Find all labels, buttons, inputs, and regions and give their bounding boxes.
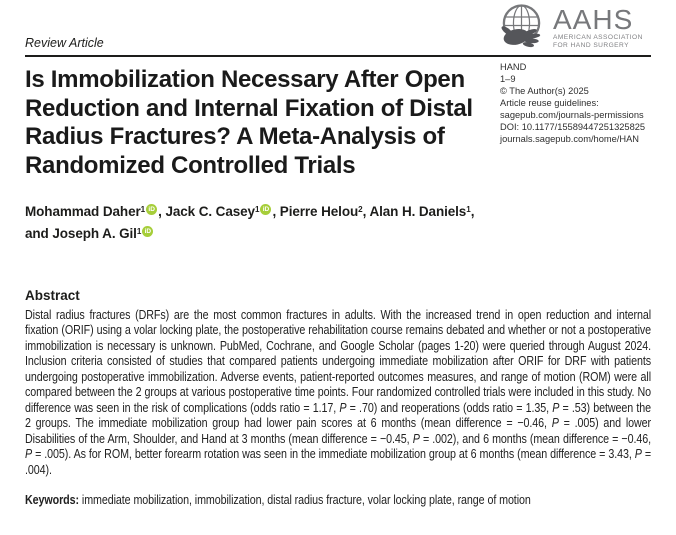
publisher-logo — [497, 2, 643, 52]
text-segment: , — [470, 204, 475, 219]
text-line: © The Author(s) 2025 — [500, 86, 589, 96]
text-segment: P — [25, 446, 33, 462]
text-segment: Mohammad Daher — [25, 204, 141, 219]
author-affiliation-superscript: 1 — [140, 205, 146, 215]
orcid-icon[interactable]: iD — [146, 204, 157, 215]
publisher-name: AMERICAN ASSOCIATION FOR HAND SURGERY — [553, 34, 643, 49]
text-segment: , Jack C. Casey — [158, 204, 255, 219]
text-segment: P — [412, 430, 420, 446]
text-segment: = .70) and reoperations (odds ratio = 1.35, — [346, 399, 553, 415]
text-segment: immediate mobilization, immobilization, distal radius fracture, volar locking plate, range of motion — [79, 491, 531, 507]
text-line: HAND — [500, 62, 527, 72]
text-segment: = .005) and lower Disabilities of the Arm, Shoulder, and Hand at 3 months (mean difference = −0.45, — [25, 415, 651, 446]
text-segment: = .002), and 6 months (mean difference = −0.46, — [419, 430, 652, 446]
text-line: DOI: 10.1177/15589447251325825 — [500, 122, 646, 132]
abstract-text-wrap — [25, 307, 651, 507]
globe-hand-icon — [497, 2, 546, 52]
article-category-label: Review Article — [25, 36, 104, 50]
text-segment: P — [551, 415, 559, 431]
text-segment: = .005). As for ROM, better forearm rotation was seen in the immediate mobilization group at 6 months (mean difference = 3.43, — [32, 446, 635, 462]
text-line: Article reuse guidelines: — [500, 98, 599, 108]
author-byline — [25, 201, 474, 245]
keywords-line — [25, 492, 651, 507]
text-line: Is Immobilization Necessary After Open — [25, 66, 465, 93]
text-segment: = .004). — [25, 446, 652, 477]
text-line: 1–9 — [500, 74, 516, 84]
text-segment: , Alan H. Daniels — [362, 204, 467, 219]
text-segment: P — [552, 399, 560, 415]
article-title — [25, 66, 473, 180]
journal-citation-block — [500, 61, 645, 145]
author-affiliation-superscript: 1 — [136, 227, 142, 237]
text-segment: P — [339, 399, 347, 415]
publisher-logo-text — [553, 2, 643, 50]
text-segment: , Pierre Helou — [272, 204, 359, 219]
journal-home-link[interactable]: journals.sagepub.com/home/HAN — [500, 134, 640, 144]
text-line: Reduction and Internal Fixation of Distal — [25, 94, 473, 122]
text-segment: and Joseph A. Gil — [25, 226, 137, 241]
author-affiliation-superscript: 2 — [358, 205, 363, 215]
publisher-acronym: AAHS — [553, 4, 634, 35]
author-affiliation-superscript: 1 — [466, 205, 471, 215]
text-segment: Keywords: — [25, 491, 80, 507]
text-segment: Distal radius fractures (DRFs) are the most common fractures in adults. With the increased trend in open reduction and internal fixation (ORIF) using a volar locking plate, the postoperative rehabilitation course remains debated and whether or not a postoperative immobilization is necessary is unknown. PubMed, Cochrane, and Google Scholar (pages 1-20) were queried through August 2024. Inclusion criteria consisted of studies that compared patients undergoing immediate mobilization after ORIF for DRF with patients undergoing postoperative immobilization. Adverse events, patient-reported outcomes measures, and range of motion (ROM) were all compared between the 2 groups at various postoperative time points. Four randomized controlled trials were included in this study. No difference was seen in the risk of complications (odds ratio = 1.17, — [25, 307, 652, 415]
orcid-icon[interactable]: iD — [142, 226, 153, 237]
text-line: Radius Fractures? A Meta-Analysis of — [25, 123, 445, 150]
text-segment: P — [634, 446, 642, 462]
abstract-section — [25, 288, 651, 520]
header-divider-rule — [25, 55, 651, 57]
text-line: Randomized Controlled Trials — [25, 151, 356, 179]
orcid-icon[interactable]: iD — [260, 204, 271, 215]
abstract-paragraph — [25, 307, 651, 477]
text-segment: = .53) between the 2 groups. The immediate mobilization group had lower pain scores at 6 months (mean difference = −0.46, — [25, 399, 652, 431]
abstract-heading: Abstract — [25, 288, 80, 303]
permissions-link[interactable]: sagepub.com/journals-permissions — [500, 110, 644, 120]
author-affiliation-superscript: 1 — [254, 205, 260, 215]
